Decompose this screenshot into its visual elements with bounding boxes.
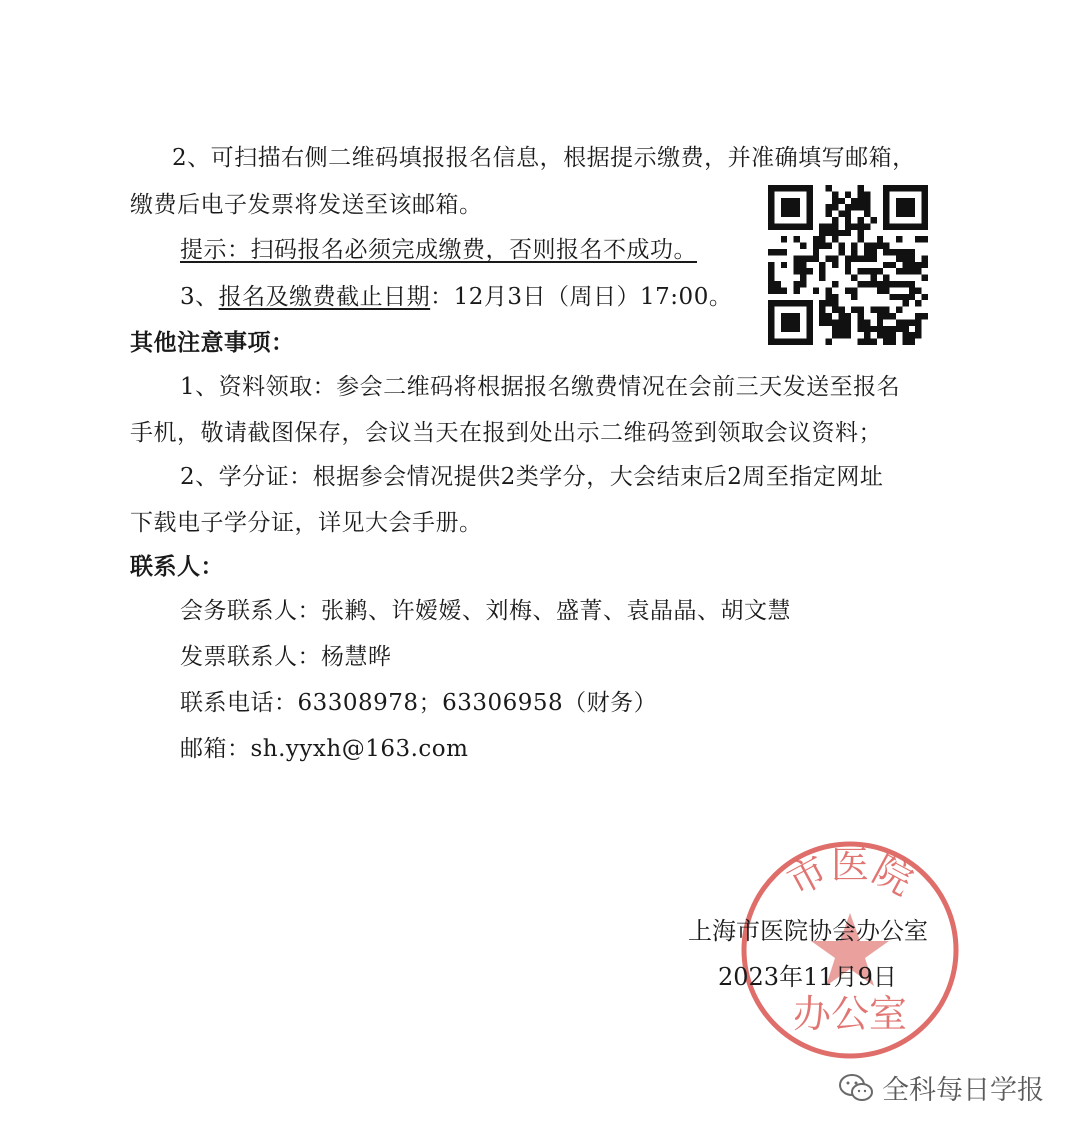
registration-item-2-line-1: 2、可扫描右侧二维码填报报名信息，根据提示缴费，并准确填写邮箱， xyxy=(172,145,916,171)
wechat-icon xyxy=(838,1073,874,1103)
signature-org: 上海市医院协会办公室 xyxy=(688,917,928,945)
notes-heading: 其他注意事项： xyxy=(130,330,295,356)
item-3-prefix: 3、 xyxy=(180,284,219,310)
registration-tip: 提示：扫码报名必须完成缴费，否则报名不成功。 xyxy=(180,237,697,263)
qr-code-icon xyxy=(768,185,928,345)
invoice-contact: 发票联系人：杨慧晔 xyxy=(180,644,392,670)
meeting-contacts: 会务联系人：张鹣、许嫒嫒、刘梅、盛菁、袁晶晶、胡文慧 xyxy=(180,598,791,624)
watermark xyxy=(838,1068,1044,1107)
notes-item-2-line-2: 下载电子学分证，详见大会手册。 xyxy=(130,510,483,536)
contact-phone: 联系电话：63308978；63306958（财务） xyxy=(180,690,658,716)
seal-bottom-text: 办公室 xyxy=(792,992,908,1036)
deadline-value: ：12月3日（周日）17:00。 xyxy=(430,284,733,310)
notes-item-2-line-1: 2、学分证：根据参会情况提供2类学分，大会结束后2周至指定网址 xyxy=(180,464,884,490)
svg-text:市医院 xyxy=(780,843,920,904)
contact-email: 邮箱：sh.yyxh@163.com xyxy=(180,736,469,762)
watermark-text: 全科每日学报 xyxy=(882,1075,1044,1106)
registration-item-2-line-2: 缴费后电子发票将发送至该邮箱。 xyxy=(130,192,483,218)
contacts-heading: 联系人： xyxy=(130,554,224,580)
notes-item-1-line-1: 1、资料领取：参会二维码将根据报名缴费情况在会前三天发送至报名 xyxy=(180,374,901,400)
registration-item-3 xyxy=(180,282,732,312)
signature-date: 2023年11月9日 xyxy=(718,963,897,991)
notes-item-1-line-2: 手机，敬请截图保存，会议当天在报到处出示二维码签到领取会议资料； xyxy=(130,420,882,446)
seal-top-text: 市医院 xyxy=(780,843,920,905)
official-seal xyxy=(735,835,965,1065)
deadline-label: 报名及缴费截止日期 xyxy=(218,284,431,310)
